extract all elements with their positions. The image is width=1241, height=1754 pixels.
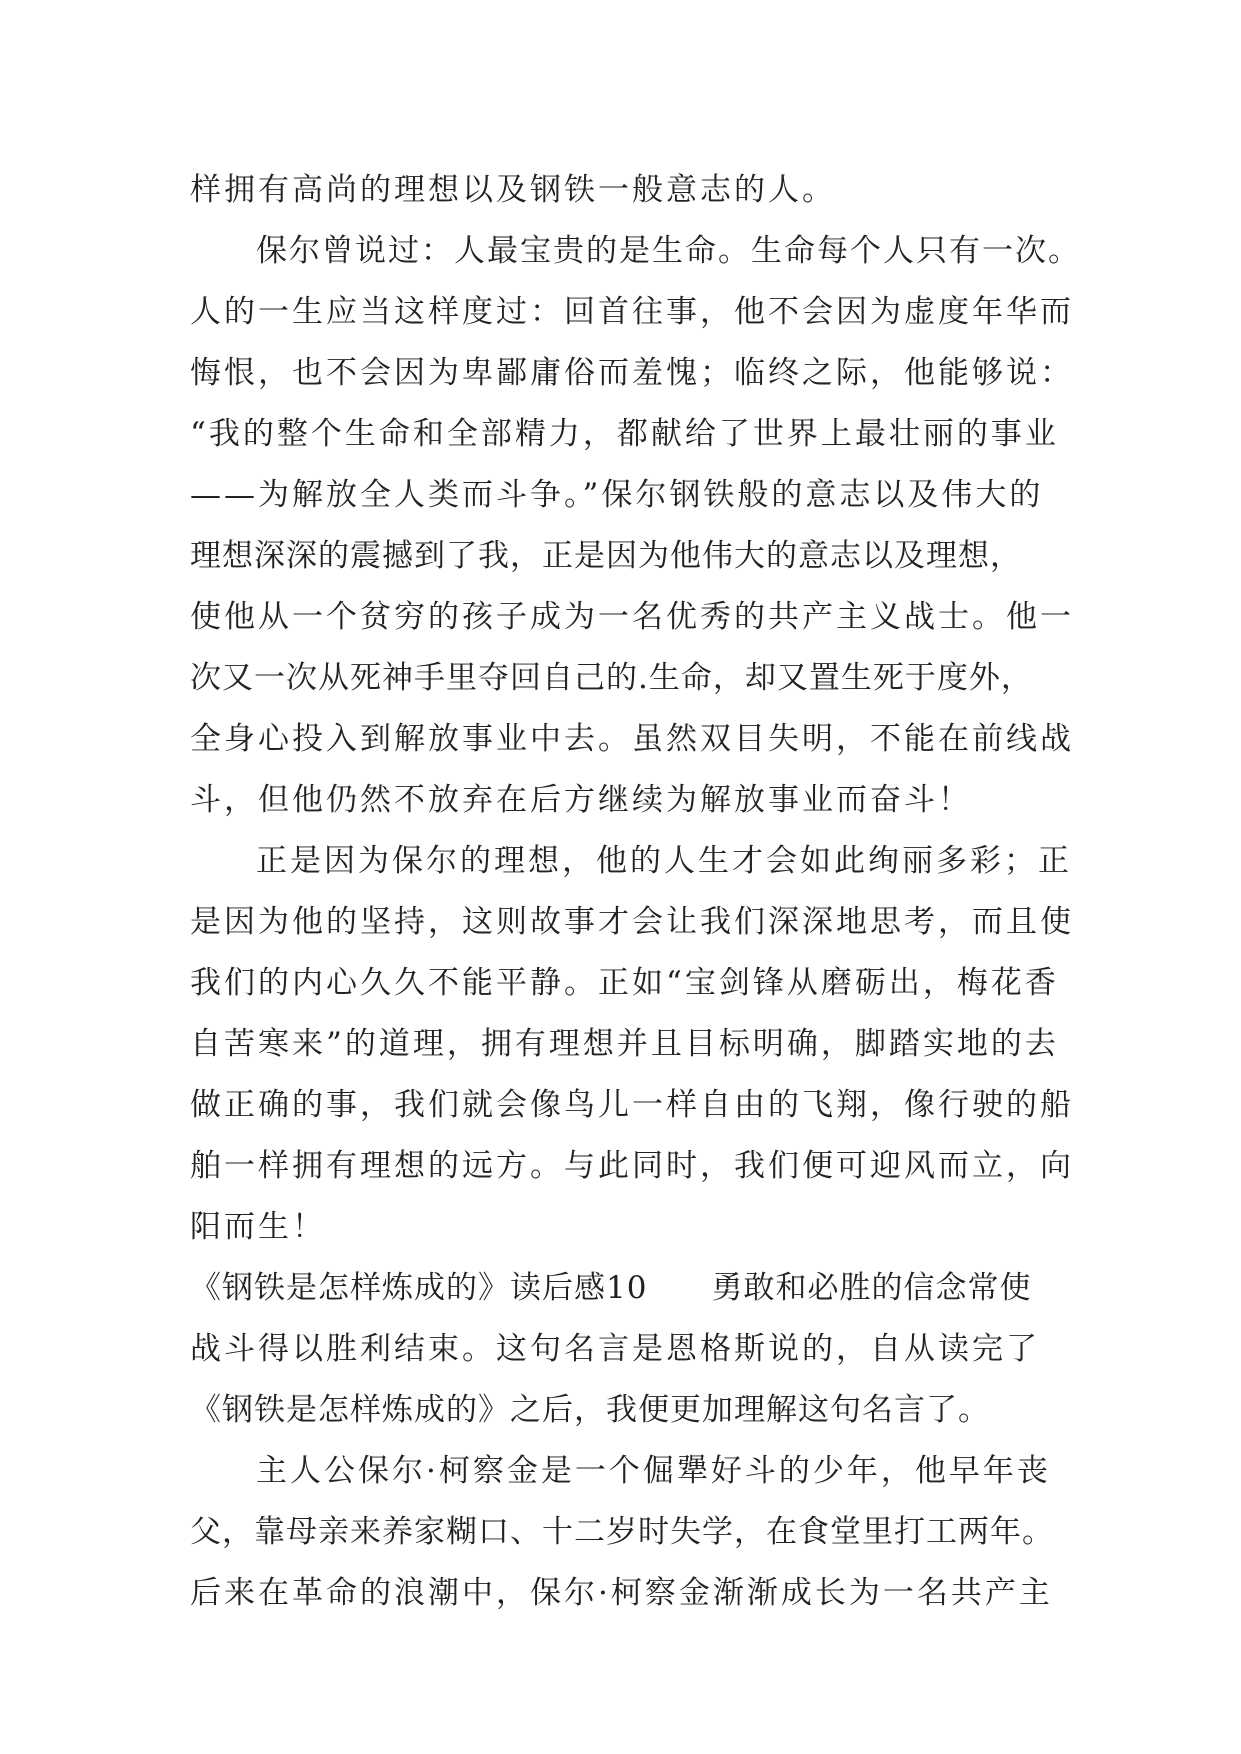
text-line: 《钢铁是怎样炼成的》之后，我便更加理解这句名言了。 <box>190 1392 990 1428</box>
text-line: 舶一样拥有理想的远方。与此同时，我们便可迎风而立，向 <box>190 1148 1074 1184</box>
text-line: 父，靠母亲来养家糊口、十二岁时失学，在食堂里打工两年。 <box>190 1514 1054 1550</box>
article-title-line: 《钢铁是怎样炼成的》读后感10 勇敢和必胜的信念常使 <box>190 1270 1032 1306</box>
text-line: 战斗得以胜利结束。这句名言是恩格斯说的，自从读完了 <box>190 1331 1040 1367</box>
text-line: 自苦寒来”的道理，拥有理想并且目标明确，脚踏实地的去 <box>190 1026 1059 1062</box>
text-line: 理想深深的震撼到了我，正是因为他伟大的意志以及理想， <box>190 538 1022 574</box>
text-line: 我们的内心久久不能平静。正如“宝剑锋从磨砺出，梅花香 <box>190 965 1059 1001</box>
text-line: 次又一次从死神手里夺回自己的.生命，却又置生死于度外， <box>190 660 1033 696</box>
text-line: 人的一生应当这样度过：回首往事，他不会因为虚度年华而 <box>190 294 1074 330</box>
text-line: 后来在革命的浪潮中，保尔·柯察金渐渐成长为一名共产主 <box>190 1575 1053 1611</box>
text-line: “我的整个生命和全部精力，都献给了世界上最壮丽的事业 <box>190 416 1059 452</box>
text-line: 使他从一个贫穷的孩子成为一名优秀的共产主义战士。他一 <box>190 599 1074 635</box>
text-line: 样拥有高尚的理想以及钢铁一般意志的人。 <box>190 172 836 208</box>
text-line: 做正确的事，我们就会像鸟儿一样自由的飞翔，像行驶的船 <box>190 1087 1074 1123</box>
text-line: 是因为他的坚持，这则故事才会让我们深深地思考，而且使 <box>190 904 1074 940</box>
paragraph-first-line: 正是因为保尔的理想，他的人生才会如此绚丽多彩；正 <box>256 843 1072 879</box>
text-line: 斗，但他仍然不放弃在后方继续为解放事业而奋斗！ <box>190 782 972 818</box>
text-line: 全身心投入到解放事业中去。虽然双目失明，不能在前线战 <box>190 721 1074 757</box>
paragraph-first-line: 主人公保尔·柯察金是一个倔犟好斗的少年，他早年丧 <box>256 1453 1051 1489</box>
paragraph-first-line: 保尔曾说过：人最宝贵的是生命。生命每个人只有一次。 <box>256 233 1081 269</box>
text-line: ——为解放全人类而斗争。”保尔钢铁般的意志以及伟大的 <box>190 477 1044 513</box>
body-text <box>190 160 1081 1624</box>
text-line: 阳而生！ <box>190 1209 326 1245</box>
text-line: 悔恨，也不会因为卑鄙庸俗而羞愧；临终之际，他能够说： <box>190 355 1074 391</box>
